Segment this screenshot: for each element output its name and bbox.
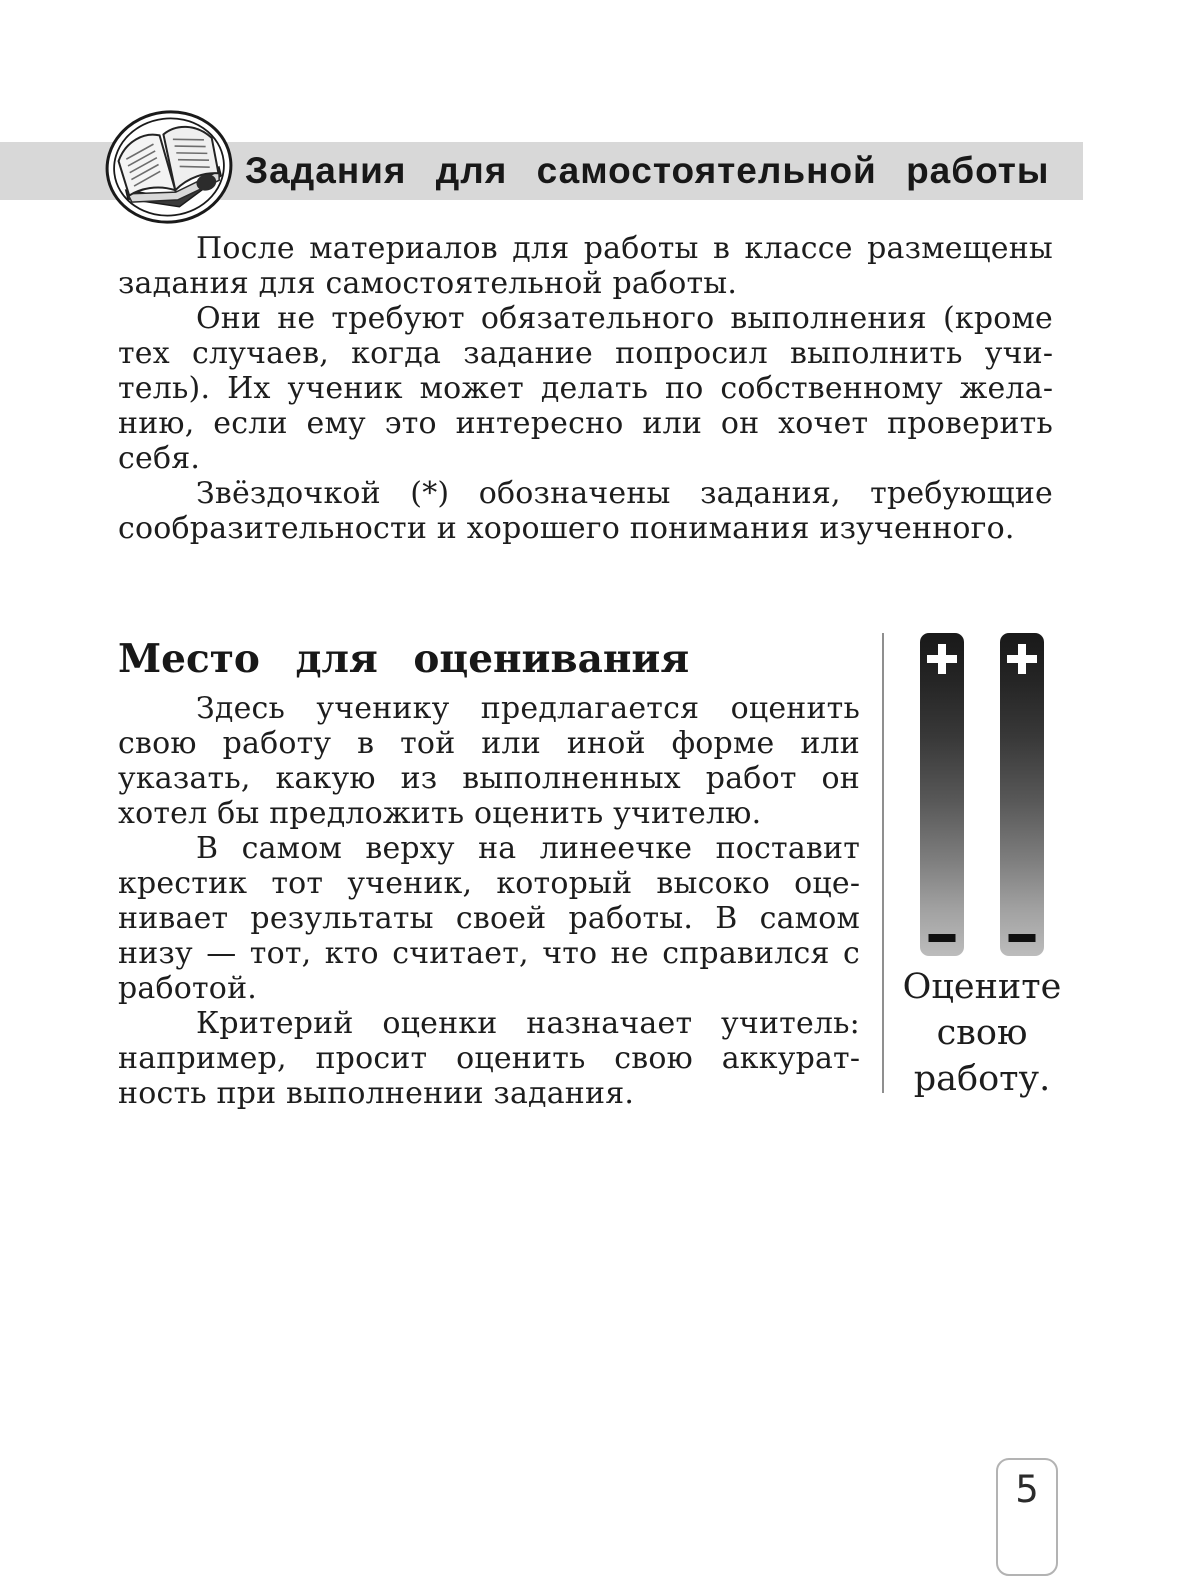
section-heading: Место для оценивания (118, 636, 690, 682)
paragraph: Звёздочкой (*) обозначены задания, требующие сообразительности и хорошего понимания изученного. (118, 476, 1053, 546)
page-number: 5 (1015, 1468, 1039, 1511)
minus-icon (929, 934, 956, 942)
paragraph: После материалов для работы в классе размещены задания для самостоятельной работы. (118, 231, 1053, 301)
intro-text (118, 231, 1053, 546)
page-number-tab (996, 1458, 1058, 1576)
header-title: Задания для самостоятельной работы (245, 150, 1050, 191)
paragraph: Они не требуют обязательного выполнения (кроме тех случаев, когда задание попросил выполнить учитель). Их ученик может делать по собственному желанию, если ему это интересно или он хочет проверить себя. (118, 301, 1053, 476)
paragraph: Критерий оценки назначает учитель: например, просит оценить свою аккуратность при выполнении задания. (118, 1006, 860, 1111)
minus-icon (1009, 934, 1036, 942)
paragraph: В самом верху на линеечке поставит крестик тот ученик, который высоко оценивает результаты своей работы. В самом низу — тот, кто считает, что не справился с работой. (118, 831, 860, 1006)
plus-icon (1007, 644, 1037, 674)
paragraph: Здесь ученику предлагается оценить свою работу в той или иной форме или указать, какую из выполненных работ он хотел бы предложить оценить учителю. (118, 691, 860, 831)
plus-icon (927, 644, 957, 674)
column-divider (882, 633, 884, 1093)
section-text (118, 691, 860, 1111)
rating-scale (1000, 633, 1044, 956)
rating-scales (920, 633, 1044, 956)
open-book-icon (95, 103, 243, 231)
rating-scale (920, 633, 964, 956)
rating-caption: Оцените свою работу. (902, 967, 1062, 1099)
